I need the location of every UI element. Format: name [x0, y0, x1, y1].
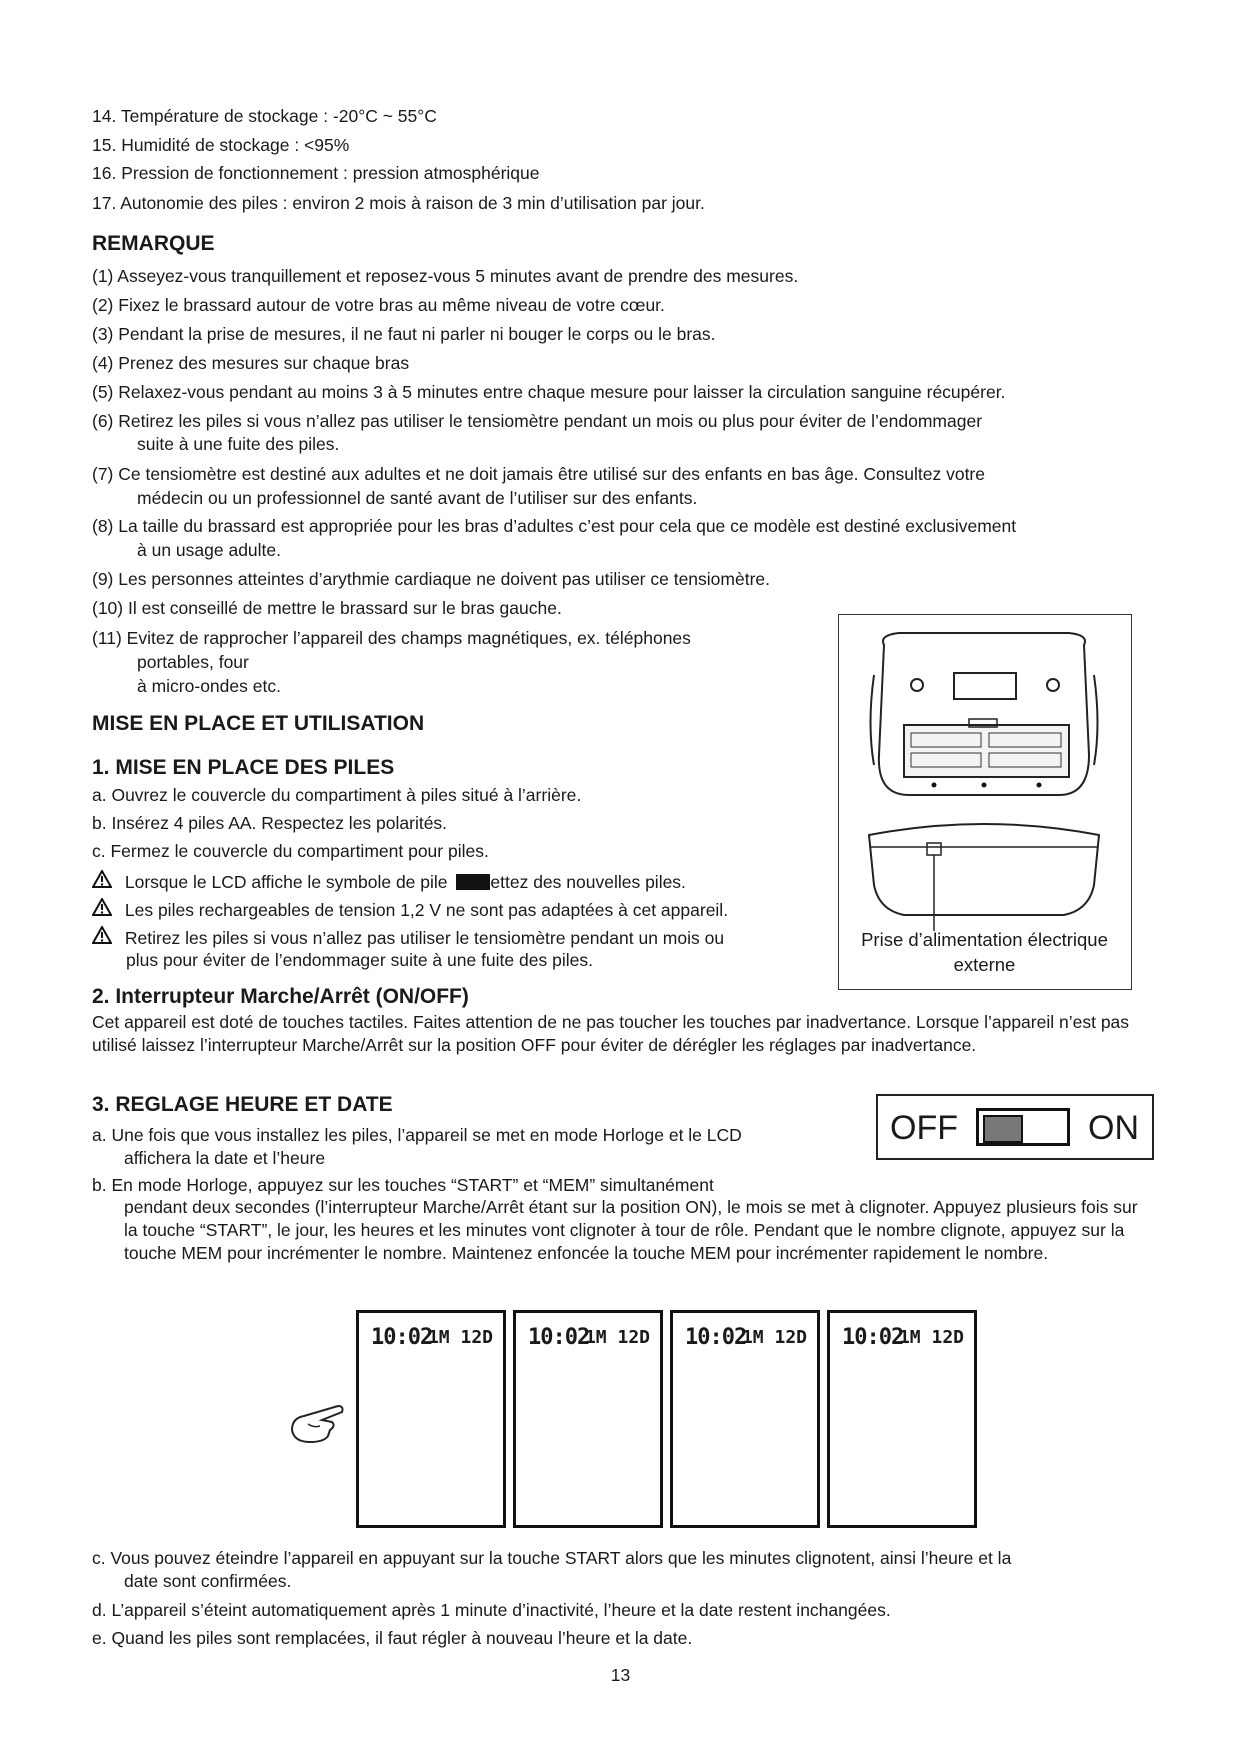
warning-1 [92, 870, 686, 893]
piles-heading: 1. MISE EN PLACE DES PILES [92, 756, 395, 779]
reglage-step-c-cont: date sont confirmées. [124, 1571, 292, 1591]
page-number: 13 [610, 1665, 631, 1685]
onoff-switch-figure [876, 1094, 1154, 1160]
lcd-date: 1M 12D [898, 1327, 964, 1348]
spec-17: 17. Autonomie des piles : environ 2 mois à raison de 3 min d’utilisation par jour. [92, 193, 705, 213]
reglage-step-b: b. En mode Horloge, appuyez sur les touches “START” et “MEM” simultanément [92, 1175, 714, 1195]
reglage-step-d: d. L’appareil s’éteint automatiquement après 1 minute d’inactivité, l’heure et la date restent inchangées. [92, 1600, 891, 1620]
lcd-screen-2 [513, 1310, 663, 1528]
warning-2-text: Les piles rechargeables de tension 1,2 V ne sont pas adaptées à cet appareil. [124, 900, 729, 920]
warning-triangle-icon [92, 926, 114, 949]
mise-en-place-heading: MISE EN PLACE ET UTILISATION [92, 712, 425, 735]
figure-caption-line-1: Prise d’alimentation électrique [861, 929, 1108, 950]
reglage-step-a-cont: affichera la date et l’heure [124, 1148, 326, 1168]
remarque-6-cont: suite à une fuite des piles. [137, 434, 340, 454]
pointing-hand-icon [288, 1400, 348, 1453]
remarque-7-cont: médecin ou un professionnel de santé avant de l’utiliser sur des enfants. [137, 488, 698, 508]
lcd-screen-1 [356, 1310, 506, 1528]
off-label: OFF [890, 1109, 958, 1147]
warning-1-text-b: ettez des nouvelles piles. [490, 872, 686, 892]
lcd-time: 10:02 [371, 1325, 433, 1350]
remarque-heading: REMARQUE [92, 232, 215, 255]
spec-15: 15. Humidité de stockage : <95% [92, 135, 350, 155]
spec-16: 16. Pression de fonctionnement : pression atmosphérique [92, 163, 540, 183]
warning-triangle-icon [92, 898, 114, 921]
remarque-4: (4) Prenez des mesures sur chaque bras [92, 353, 410, 373]
lcd-time: 10:02 [528, 1325, 590, 1350]
remarque-5: (5) Relaxez-vous pendant au moins 3 à 5 minutes entre chaque mesure pour laisser la circulation sanguine récupérer. [92, 382, 1006, 402]
lcd-date: 1M 12D [741, 1327, 807, 1348]
lcd-time: 10:02 [685, 1325, 747, 1350]
remarque-11: (11) Evitez de rapprocher l’appareil des champs magnétiques, ex. téléphones [92, 628, 691, 648]
device-figure [838, 614, 1132, 990]
remarque-6: (6) Retirez les piles si vous n’allez pas utiliser le tensiomètre pendant un mois ou plus pour éviter de l’endommager [92, 411, 983, 431]
warning-2 [92, 898, 728, 921]
battery-symbol-icon [456, 874, 490, 890]
remarque-7: (7) Ce tensiomètre est destiné aux adultes et ne doit jamais être utilisé sur des enfants en bas âge. Consultez votre [92, 464, 985, 484]
lcd-screen-4 [827, 1310, 977, 1528]
lcd-screen-3 [670, 1310, 820, 1528]
remarque-2: (2) Fixez le brassard autour de votre bras au même niveau de votre cœur. [92, 295, 665, 315]
lcd-date: 1M 12D [584, 1327, 650, 1348]
remarque-11-cont-2: à micro-ondes etc. [137, 676, 281, 696]
warning-3-text: Retirez les piles si vous n’allez pas utiliser le tensiomètre pendant un mois ou [124, 928, 725, 948]
remarque-10: (10) Il est conseillé de mettre le brassard sur le bras gauche. [92, 598, 562, 618]
interrupteur-paragraph: Cet appareil est doté de touches tactiles. Faites attention de ne pas toucher les touches par inadvertance. Lorsque l’appareil n’est pas utilisé laissez l’interrupteur Marche/Arrêt sur la position OFF pour éviter de dérégler les réglages par inadvertance. [92, 1012, 1130, 1055]
remarque-11-cont-1: portables, four [137, 652, 249, 672]
interrupteur-heading: 2. Interrupteur Marche/Arrêt (ON/OFF) [92, 985, 469, 1008]
warning-triangle-icon [92, 870, 114, 893]
remarque-8-cont: à un usage adulte. [137, 540, 282, 560]
lcd-time: 10:02 [842, 1325, 904, 1350]
reglage-step-c: c. Vous pouvez éteindre l’appareil en appuyant sur la touche START alors que les minutes clignotent, ainsi l’heure et la [92, 1548, 1012, 1568]
switch-knob [983, 1115, 1023, 1143]
reglage-step-e: e. Quand les piles sont remplacées, il faut régler à nouveau l’heure et la date. [92, 1628, 693, 1648]
remarque-9: (9) Les personnes atteintes d’arythmie cardiaque ne doivent pas utiliser ce tensiomètre. [92, 569, 771, 589]
piles-step-b: b. Insérez 4 piles AA. Respectez les polarités. [92, 813, 448, 833]
warning-3-cont: plus pour éviter de l’endommager suite à une fuite des piles. [126, 950, 593, 970]
warning-3 [92, 926, 724, 949]
switch-body [976, 1108, 1070, 1146]
piles-step-a: a. Ouvrez le couvercle du compartiment à piles situé à l’arrière. [92, 785, 582, 805]
reglage-heading: 3. REGLAGE HEURE ET DATE [92, 1093, 393, 1116]
remarque-8: (8) La taille du brassard est appropriée pour les bras d’adultes c’est pour cela que ce modèle est destiné exclusivement [92, 516, 1017, 536]
reglage-step-a: a. Une fois que vous installez les piles, l’appareil se met en mode Horloge et le LCD [92, 1125, 742, 1145]
lcd-date: 1M 12D [427, 1327, 493, 1348]
remarque-3: (3) Pendant la prise de mesures, il ne faut ni parler ni bouger le corps ou le bras. [92, 324, 716, 344]
piles-step-c: c. Fermez le couvercle du compartiment pour piles. [92, 841, 489, 861]
warning-1-text-a: Lorsque le LCD affiche le symbole de pile [124, 872, 448, 892]
spec-14: 14. Température de stockage : -20°C ~ 55°C [92, 106, 437, 126]
on-label: ON [1088, 1109, 1139, 1147]
remarque-1: (1) Asseyez-vous tranquillement et reposez-vous 5 minutes avant de prendre des mesures. [92, 266, 799, 286]
figure-caption-line-2: externe [953, 954, 1016, 975]
reglage-step-b-cont: pendant deux secondes (l’interrupteur Marche/Arrêt étant sur la position ON), le mois se met à clignoter. Appuyez plusieurs fois sur la touche “START”, le jour, les heures et les minutes vont clignoter à tour de rôle. Pendant que le nombre clignote, appuyez sur la touche MEM pour incrémenter le nombre. Maintenez enfoncée la touche MEM pour incrémenter rapidement le nombre. [124, 1197, 1138, 1263]
